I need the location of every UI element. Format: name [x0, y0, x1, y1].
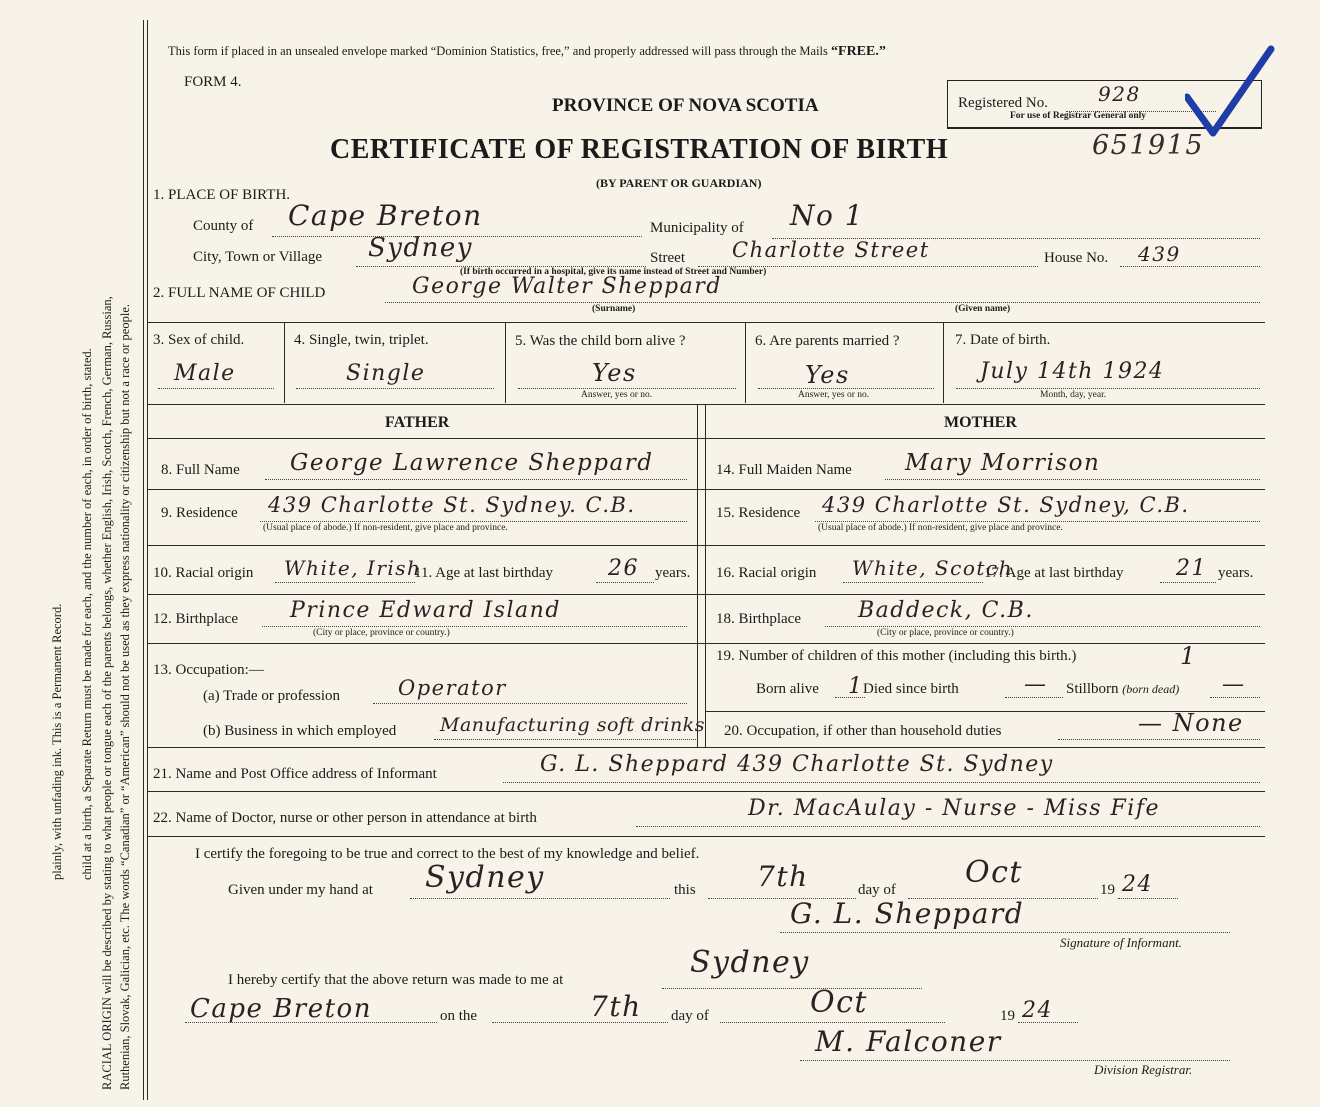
- rule-after-13: [148, 747, 1265, 748]
- registrar-day-of-label: day of: [671, 1008, 709, 1024]
- trade-value: Operator: [398, 676, 507, 700]
- died-value: —: [1024, 672, 1048, 697]
- mother-residence-value: 439 Charlotte St. Sydney, C.B.: [822, 493, 1190, 517]
- municipality-value: No 1: [790, 199, 865, 232]
- stillborn-line: [1210, 697, 1260, 698]
- mother-age-label: 17. Age at last birthday: [984, 565, 1124, 581]
- father-occupation-label: 13. Occupation:—: [153, 662, 264, 678]
- stillborn-text: Stillborn: [1066, 681, 1119, 697]
- informant-signature-label: Signature of Informant.: [1060, 935, 1182, 950]
- rule-after-8: [148, 489, 1265, 490]
- father-heading: FATHER: [385, 414, 450, 431]
- parents-divider: [697, 405, 698, 747]
- given-place-value: Sydney: [425, 860, 545, 895]
- business-line: [434, 739, 698, 740]
- mother-residence-note: (Usual place of abode.) If non-resident, give place and province.: [818, 523, 1063, 533]
- plurality-label: 4. Single, twin, triplet.: [294, 332, 429, 348]
- father-birthplace-label: 12. Birthplace: [153, 611, 238, 627]
- doctor-label: 22. Name of Doctor, nurse or other person in attendance at birth: [153, 810, 537, 826]
- stillborn-note: (born dead): [1122, 682, 1180, 696]
- married-note: Answer, yes or no.: [798, 390, 870, 400]
- mother-occupation-value: — None: [1138, 709, 1244, 737]
- registered-label: Registered No.: [958, 95, 1048, 111]
- doctor-line: [636, 826, 1260, 827]
- registrar-year-value: 24: [1022, 998, 1053, 1023]
- alive-line: [518, 388, 736, 389]
- informant-label: 21. Name and Post Office address of Informant: [153, 766, 437, 782]
- father-racial-label: 10. Racial origin: [153, 565, 254, 581]
- side-note-4: Ruthenian, Slovak, Galician, etc. The words “Canadian” or “American” should not be used as they express nationality or citizenship but not a race or people.: [118, 304, 132, 1090]
- sex-value: Male: [174, 361, 236, 386]
- informant-signature: G. L. Sheppard: [790, 897, 1025, 930]
- given-place-line: [410, 898, 670, 899]
- plurality-value: Single: [346, 361, 426, 386]
- alive-label: 5. Was the child born alive ?: [515, 333, 686, 349]
- father-age-label: 11. Age at last birthday: [414, 565, 553, 581]
- born-alive-label: Born alive: [756, 681, 819, 697]
- father-residence-label: 9. Residence: [161, 505, 238, 521]
- informant-signature-line: [780, 932, 1230, 933]
- rule-after-22: [148, 836, 1265, 837]
- certify-day-of-label: day of: [858, 882, 896, 898]
- given-name-note: (Given name): [955, 304, 1011, 314]
- registrar-note: For use of Registrar General only: [1010, 111, 1147, 121]
- mother-name-label: 14. Full Maiden Name: [716, 462, 852, 478]
- father-residence-line: [260, 521, 687, 522]
- mother-age-value: 21: [1176, 556, 1207, 581]
- mother-racial-line: [843, 582, 983, 583]
- child-name-value: George Walter Sheppard: [412, 274, 722, 299]
- county-value: Cape Breton: [288, 199, 483, 232]
- place-heading: 1. PLACE OF BIRTH.: [153, 187, 291, 203]
- registrar-signature: M. Falconer: [815, 1025, 1002, 1058]
- child-name-line: [385, 302, 1260, 303]
- doctor-value: Dr. MacAulay - Nurse - Miss Fife: [748, 796, 1161, 821]
- certify-year-prefix: 19: [1100, 882, 1115, 898]
- rule-after-10: [148, 594, 1265, 595]
- col-divider-4: [943, 323, 944, 403]
- dob-value: July 14th 1924: [980, 359, 1165, 384]
- county-label: County of: [193, 218, 254, 234]
- plurality-line: [296, 388, 494, 389]
- business-label: (b) Business in which employed: [203, 723, 397, 739]
- check-mark-icon: [1185, 45, 1275, 145]
- rule-after-12: [148, 643, 1265, 644]
- registrar-signature-line: [800, 1060, 1230, 1061]
- mother-residence-label: 15. Residence: [716, 505, 801, 521]
- margin-rule: [143, 20, 144, 1100]
- sex-line: [158, 388, 274, 389]
- stillborn-label: [1066, 681, 1179, 698]
- mother-name-value: Mary Morrison: [905, 450, 1101, 476]
- col-divider-1: [284, 323, 285, 403]
- married-label: 6. Are parents married ?: [755, 333, 900, 349]
- hospital-note: (If birth occurred in a hospital, give its name instead of Street and Number): [460, 267, 767, 277]
- certify-line: I certify the foregoing to be true and correct to the best of my knowledge and belief.: [195, 846, 700, 862]
- registrar-county-value: Cape Breton: [190, 994, 372, 1024]
- father-birthplace-value: Prince Edward Island: [290, 598, 561, 623]
- rule-after-name: [148, 322, 1265, 323]
- rule-after-headings: [148, 438, 1265, 439]
- rule-after-21: [148, 791, 1265, 792]
- rule-after-9: [148, 545, 1265, 546]
- mail-notice: [168, 44, 886, 60]
- registrar-year-line: [1018, 1022, 1078, 1023]
- father-name-label: 8. Full Name: [161, 462, 240, 478]
- mother-birthplace-note: (City or place, province or country.): [877, 628, 1014, 638]
- children-label: 19. Number of children of this mother (including this birth.): [716, 648, 1077, 664]
- certify-month-value: Oct: [965, 855, 1023, 890]
- certify-day-value: 7th: [757, 860, 809, 893]
- informant-value: G. L. Sheppard 439 Charlotte St. Sydney: [540, 752, 1054, 777]
- mother-heading: MOTHER: [944, 414, 1017, 431]
- stillborn-value: —: [1222, 672, 1246, 697]
- form-number: FORM 4.: [184, 74, 242, 90]
- mother-occupation-label: 20. Occupation, if other than household duties: [724, 723, 1002, 739]
- registrar-certify-line: I hereby certify that the above return was made to me at: [228, 972, 564, 988]
- married-line: [758, 388, 934, 389]
- surname-note: (Surname): [592, 304, 636, 314]
- mail-notice-free: “FREE.”: [831, 44, 886, 59]
- alive-note: Answer, yes or no.: [581, 390, 653, 400]
- business-value: Manufacturing soft drinks: [440, 714, 705, 736]
- province-heading: PROVINCE OF NOVA SCOTIA: [552, 95, 819, 116]
- col-divider-3: [745, 323, 746, 403]
- house-line: [1120, 266, 1260, 267]
- father-residence-value: 439 Charlotte St. Sydney. C.B.: [268, 493, 636, 517]
- father-birthplace-line: [262, 626, 687, 627]
- dob-line: [956, 388, 1260, 389]
- registrar-month-value: Oct: [810, 985, 868, 1020]
- child-name-label: 2. FULL NAME OF CHILD: [153, 285, 326, 301]
- registered-number: 928: [1098, 82, 1141, 106]
- this-label: this: [674, 882, 696, 898]
- trade-label: (a) Trade or profession: [203, 688, 341, 704]
- died-line: [1005, 697, 1063, 698]
- registrar-year-prefix: 19: [1000, 1008, 1015, 1024]
- mother-birthplace-line: [825, 626, 1260, 627]
- certify-year-line: [1118, 898, 1178, 899]
- father-years-label: years.: [655, 565, 691, 581]
- col-divider-2: [505, 323, 506, 403]
- city-label: City, Town or Village: [193, 249, 323, 265]
- parents-divider-2: [705, 405, 706, 747]
- mother-name-line: [885, 479, 1260, 480]
- certificate-title: CERTIFICATE OF REGISTRATION OF BIRTH: [330, 134, 949, 165]
- mother-age-line: [1160, 582, 1216, 583]
- mother-years-label: years.: [1218, 565, 1254, 581]
- mother-racial-label: 16. Racial origin: [716, 565, 817, 581]
- mother-birthplace-label: 18. Birthplace: [716, 611, 801, 627]
- given-under-label: Given under my hand at: [228, 882, 373, 898]
- mail-notice-text: This form if placed in an unsealed envelope marked “Dominion Statistics, free,” and properly addressed will pass through the Mails: [168, 44, 828, 58]
- dob-label: 7. Date of birth.: [955, 332, 1051, 348]
- margin-rule-2: [147, 20, 148, 1100]
- side-note-1: plainly, with unfading ink. This is a Permanent Record.: [50, 603, 64, 880]
- trade-line: [373, 703, 687, 704]
- side-note-3: RACIAL ORIGIN will be described by stating to what people or tongue each of the parents belongs, whether English, Irish, Scotch, French, German, Russian,: [100, 296, 114, 1090]
- father-racial-line: [275, 582, 415, 583]
- mother-residence-line: [815, 521, 1260, 522]
- alive-value: Yes: [592, 359, 637, 387]
- registrar-place-line: [662, 988, 922, 989]
- registrar-place-value: Sydney: [690, 945, 810, 980]
- father-name-line: [265, 479, 687, 480]
- married-value: Yes: [805, 361, 850, 389]
- children-value: 1: [1180, 642, 1197, 670]
- registrar-day-value: 7th: [590, 990, 642, 1023]
- handwritten-number: 651915: [1092, 130, 1205, 161]
- street-label: Street: [650, 250, 685, 266]
- mother-birthplace-value: Baddeck, C.B.: [858, 598, 1034, 623]
- street-value: Charlotte Street: [732, 238, 930, 262]
- father-racial-value: White, Irish: [284, 556, 422, 580]
- certify-year-value: 24: [1122, 872, 1153, 897]
- informant-line: [503, 782, 1260, 783]
- rule-after-row3: [148, 404, 1265, 405]
- mother-racial-value: White, Scotch: [852, 556, 1013, 580]
- side-note-2: child at a birth, a Separate Return must be made for each, and the number of each, in order of birth, stated.: [80, 348, 94, 880]
- city-value: Sydney: [368, 233, 473, 263]
- born-alive-value: 1: [848, 674, 864, 699]
- certificate-subtitle: (BY PARENT OR GUARDIAN): [596, 176, 762, 190]
- father-name-value: George Lawrence Sheppard: [290, 450, 654, 476]
- house-value: 439: [1138, 242, 1181, 266]
- father-age-line: [596, 582, 654, 583]
- sex-label: 3. Sex of child.: [153, 332, 245, 348]
- father-birthplace-note: (City or place, province or country.): [313, 628, 450, 638]
- born-alive-line: [835, 697, 865, 698]
- house-label: House No.: [1044, 250, 1109, 266]
- registrar-county-line: [185, 1022, 437, 1023]
- registrar-signature-label: Division Registrar.: [1094, 1062, 1193, 1077]
- registrar-on-the-label: on the: [440, 1008, 478, 1024]
- municipality-label: Municipality of: [650, 220, 744, 236]
- dob-note: Month, day, year.: [1040, 390, 1107, 400]
- died-label: Died since birth: [863, 681, 959, 697]
- mother-occupation-line: [1058, 739, 1260, 740]
- father-residence-note: (Usual place of abode.) If non-resident, give place and province.: [263, 523, 508, 533]
- registrar-month-line: [720, 1022, 945, 1023]
- father-age-value: 26: [608, 556, 639, 581]
